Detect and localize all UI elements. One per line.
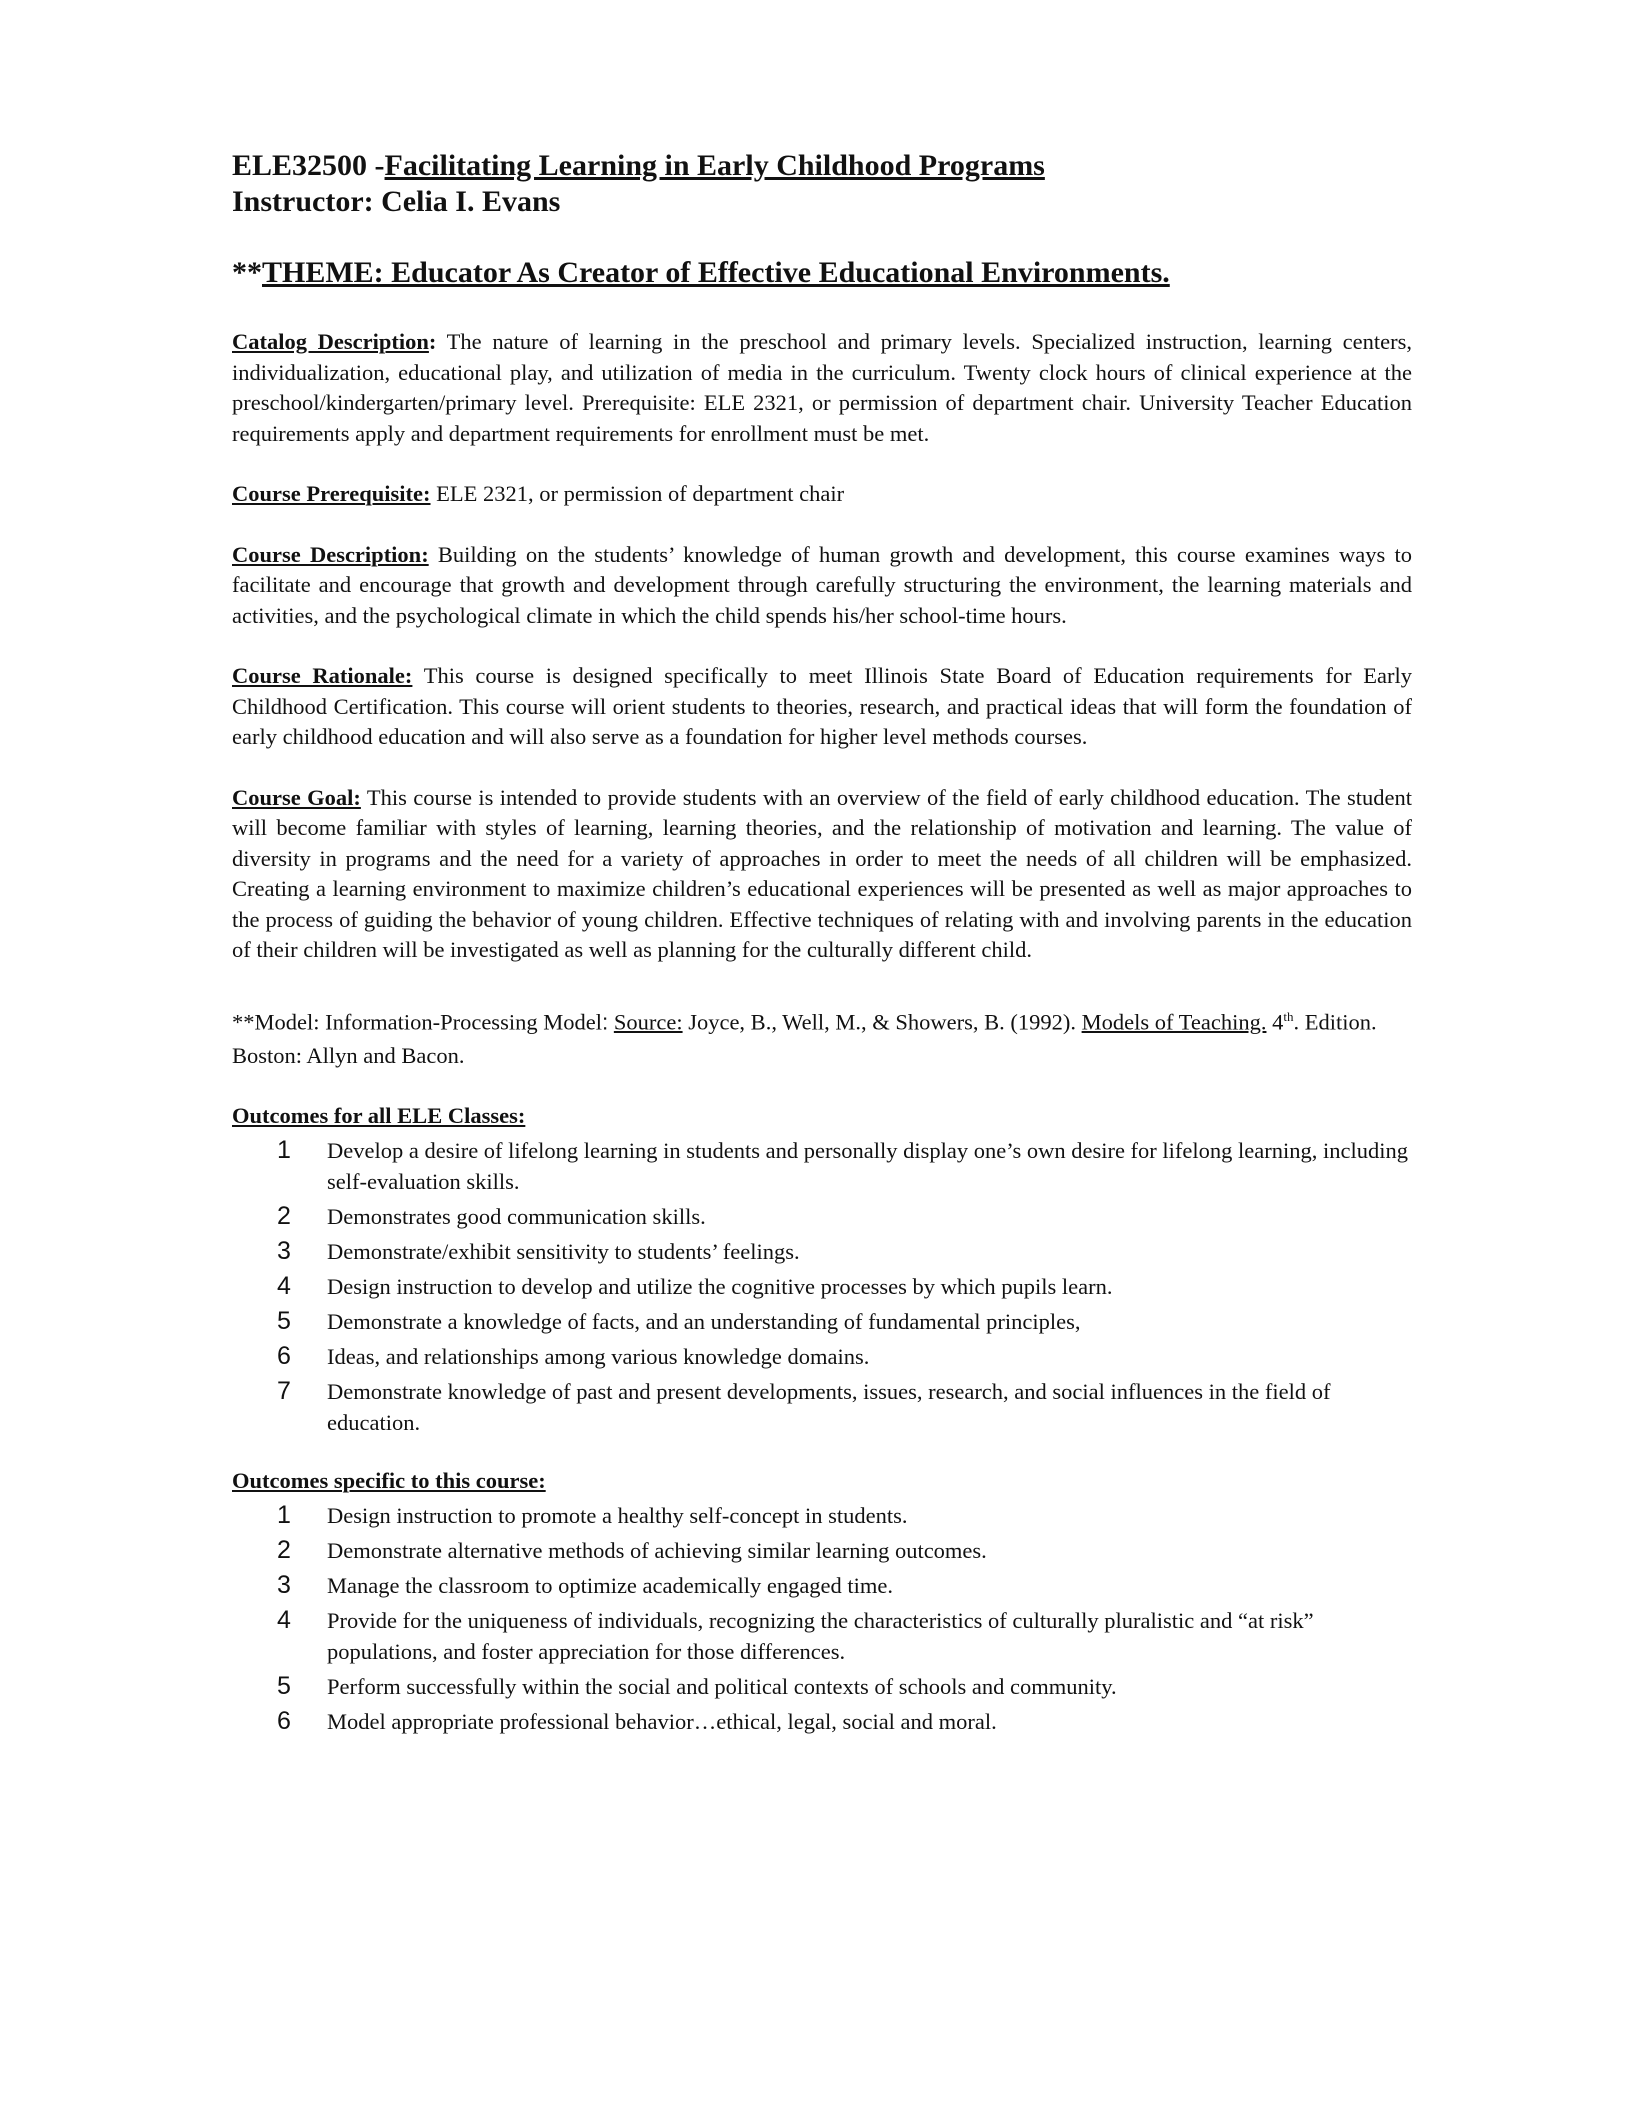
item-text: Develop a desire of lifelong learning in students and personally display one’s own desire for lifelong learning, including self-evaluation skills. xyxy=(327,1138,1408,1194)
item-text: Demonstrate alternative methods of achieving similar learning outcomes. xyxy=(327,1538,987,1563)
source-text: Joyce, B., Well, M., & Showers, B. (1992). xyxy=(682,1009,1082,1034)
item-text: Ideas, and relationships among various knowledge domains. xyxy=(327,1344,870,1369)
item-number: 4 xyxy=(277,1272,291,1300)
item-text: Demonstrate knowledge of past and present developments, issues, research, and social influences in the field of education. xyxy=(327,1379,1331,1435)
list-item xyxy=(232,1376,1427,1438)
theme-prefix: ** xyxy=(232,256,262,289)
publisher-text: . Edition. Boston: Allyn and Bacon. xyxy=(232,1009,1377,1068)
list-item xyxy=(232,1135,1427,1197)
outcomes-course-list xyxy=(232,1500,1422,1737)
goal-label: Course Goal: xyxy=(232,784,361,810)
course-description xyxy=(232,540,1412,632)
item-text: Demonstrates good communication skills. xyxy=(327,1204,706,1229)
theme-heading xyxy=(232,255,1422,291)
list-item xyxy=(232,1671,1427,1702)
book-title: Models of Teaching. xyxy=(1081,1009,1267,1034)
item-number: 3 xyxy=(277,1571,291,1599)
edition-number: 4 xyxy=(1266,1009,1284,1034)
model-citation xyxy=(232,1000,1412,1074)
course-prerequisite xyxy=(232,479,1412,510)
item-text: Demonstrate/exhibit sensitivity to students’ feelings. xyxy=(327,1239,800,1264)
item-number: 2 xyxy=(277,1202,291,1230)
theme-text: THEME: Educator As Creator of Effective Educational Environments. xyxy=(262,256,1170,289)
item-text: Provide for the uniqueness of individuals, recognizing the characteristics of culturally pluralistic and “at risk” populations, and foster appreciation for those differences. xyxy=(327,1608,1314,1664)
source-label: Source: xyxy=(613,1009,683,1034)
model-colon: : xyxy=(601,1009,609,1034)
course-rationale xyxy=(232,661,1412,753)
list-item xyxy=(232,1500,1427,1531)
list-item xyxy=(232,1605,1427,1667)
item-number: 3 xyxy=(277,1237,291,1265)
outcomes-all-list xyxy=(232,1135,1422,1438)
outcomes-all-title: Outcomes for all ELE Classes: xyxy=(232,1103,526,1128)
model-prefix: **Model: Information-Processing Model xyxy=(232,1009,602,1034)
item-number: 7 xyxy=(277,1377,291,1405)
list-item xyxy=(232,1706,1427,1737)
instructor-line: Instructor: Celia I. Evans xyxy=(232,185,561,218)
prerequisite-text: ELE 2321, or permission of department chair xyxy=(430,481,845,506)
course-title: Facilitating Learning in Early Childhood Programs xyxy=(384,149,1045,182)
item-number: 2 xyxy=(277,1536,291,1564)
item-text: Design instruction to develop and utilize the cognitive processes by which pupils learn. xyxy=(327,1274,1113,1299)
rationale-label: Course Rationale: xyxy=(232,663,413,688)
item-text: Demonstrate a knowledge of facts, and an understanding of fundamental principles, xyxy=(327,1309,1081,1334)
list-item xyxy=(232,1535,1427,1566)
rationale-text: This course is designed specifically to meet Illinois State Board of Education requirements for Early Childhood Certification. This course will orient students to theories, research, and practical ideas that will form the foundation of early childhood education and will also serve as a foundation for higher level methods courses. xyxy=(232,663,1412,749)
item-number: 6 xyxy=(277,1342,291,1370)
list-item xyxy=(232,1201,1427,1232)
list-item xyxy=(232,1341,1427,1372)
list-item xyxy=(232,1306,1427,1337)
syllabus-page xyxy=(232,148,1422,1741)
list-item xyxy=(232,1570,1427,1601)
list-item xyxy=(232,1271,1427,1302)
item-number: 6 xyxy=(277,1707,291,1735)
item-text: Model appropriate professional behavior…ethical, legal, social and moral. xyxy=(327,1709,997,1734)
item-text: Design instruction to promote a healthy self-concept in students. xyxy=(327,1503,908,1528)
goal-text: This course is intended to provide students with an overview of the field of early childhood education. The student will become familiar with styles of learning, learning theories, and the relationship of motivation and learning. The value of diversity in programs and the need for a variety of approaches in order to meet the needs of all children will be emphasized. Creating a learning environment to maximize children’s educational experiences will be presented as well as major approaches to the process of guiding the behavior of young children. Effective techniques of relating with and involving parents in the education of their children will be investigated as well as planning for the culturally different child. xyxy=(232,784,1412,962)
catalog-description xyxy=(232,327,1412,449)
item-number: 5 xyxy=(277,1307,291,1335)
edition-superscript: th xyxy=(1283,1008,1294,1024)
item-text: Perform successfully within the social and political contexts of schools and community. xyxy=(327,1674,1117,1699)
item-number: 1 xyxy=(277,1501,291,1529)
course-goal xyxy=(232,783,1412,966)
course-code: ELE32500 - xyxy=(232,149,385,182)
catalog-label: Catalog Description xyxy=(232,329,429,354)
prerequisite-label: Course Prerequisite: xyxy=(232,481,431,506)
item-number: 4 xyxy=(277,1606,291,1634)
list-item xyxy=(232,1236,1427,1267)
outcomes-course-title: Outcomes specific to this course: xyxy=(232,1468,546,1493)
catalog-colon: : xyxy=(428,329,437,354)
item-text: Manage the classroom to optimize academically engaged time. xyxy=(327,1573,894,1598)
course-heading xyxy=(232,148,1422,184)
description-label: Course Description: xyxy=(232,541,429,567)
item-number: 1 xyxy=(277,1136,291,1164)
description-text: Building on the students’ knowledge of human growth and development, this course examines ways to facilitate and encourage that growth and development through carefully structuring the environment, the learning materials and activities, and the psychological climate in which the child spends his/her school-time hours. xyxy=(232,541,1412,628)
catalog-text: The nature of learning in the preschool and primary levels. Specialized instruction, learning centers, individualization, educational play, and utilization of media in the curriculum. Twenty clock hours of clinical experience at the preschool/kindergarten/primary level. Prerequisite: ELE 2321, or permission of department chair. University Teacher Education requirements apply and department requirements for enrollment must be met. xyxy=(232,329,1412,446)
item-number: 5 xyxy=(277,1672,291,1700)
